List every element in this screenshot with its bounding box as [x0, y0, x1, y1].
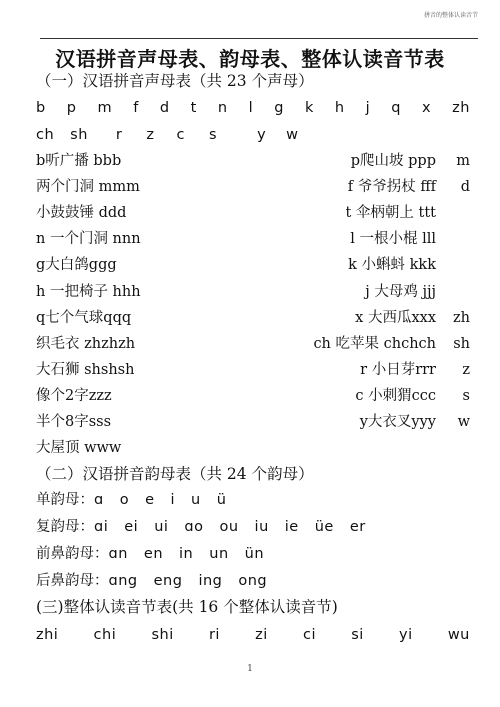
mnemonic-right: w	[457, 414, 470, 430]
mnemonic-row	[36, 385, 470, 407]
syllable-item: ri	[208, 627, 220, 643]
final-item: ɑng	[108, 573, 138, 589]
initial-item: c	[176, 127, 185, 143]
initial-item: s	[209, 127, 218, 143]
initial-item: p	[66, 100, 77, 116]
mnemonic-right	[450, 254, 470, 276]
syllables-row	[36, 624, 470, 646]
final-item: ong	[238, 573, 268, 589]
final-item: er	[349, 519, 366, 535]
mnemonic-middle: p爬山坡 ppp	[350, 153, 436, 169]
initial-item: y	[257, 127, 267, 143]
initial-item: x	[422, 100, 432, 116]
finals-row	[36, 489, 470, 511]
syllable-item: zi	[255, 627, 268, 643]
final-item: ui	[154, 519, 169, 535]
page-number: 1	[247, 664, 253, 674]
syllable-item: si	[351, 627, 364, 643]
mnemonic-last: 大屋顶 www	[36, 440, 122, 456]
final-item: ün	[244, 546, 265, 562]
mnemonic-left: q七个气球qqq	[36, 309, 132, 326]
initial-item: t	[190, 100, 197, 116]
mnemonic-left: g大白鸽ggg	[36, 257, 117, 274]
page-title: 汉语拼音声母表、韵母表、整体认读音节表	[55, 47, 445, 71]
mnemonic-row	[36, 176, 470, 198]
initial-item: d	[159, 100, 170, 116]
mnemonic-row	[36, 359, 470, 381]
syllable-item: chi	[93, 627, 117, 643]
mnemonic-right: m	[456, 153, 470, 169]
mnemonic-middle: f 爷爷拐杖 fff	[347, 179, 436, 196]
final-item: eng	[153, 573, 183, 589]
initials-row-2	[36, 124, 470, 146]
finals-label: 复韵母：	[36, 519, 94, 535]
finals-row	[36, 543, 470, 565]
initial-item: n	[217, 100, 228, 116]
mnemonic-left: 两个门洞 mmm	[36, 179, 140, 196]
mnemonic-row	[36, 150, 470, 172]
syllable-item: wu	[447, 627, 470, 643]
section-syllables-heading: (三)整体认读音节表(共 16 个整体认读音节)	[36, 598, 338, 616]
final-item: ou	[219, 519, 239, 535]
mnemonic-middle: ch 吃苹果 chchch	[313, 335, 436, 352]
finals-row	[36, 570, 470, 592]
mnemonic-right	[450, 228, 470, 250]
final-item: ɑn	[108, 546, 128, 562]
final-item: üe	[314, 519, 334, 535]
initial-item: f	[133, 100, 139, 116]
mnemonic-middle: x 大西瓜xxx	[355, 309, 436, 326]
syllable-item: ci	[302, 627, 316, 643]
initial-item: b	[36, 100, 46, 116]
final-item: in	[179, 546, 194, 562]
mnemonic-row	[36, 202, 470, 224]
mnemonic-left: b听广播 bbb	[36, 153, 122, 169]
mnemonic-row	[36, 411, 470, 433]
initial-item: h	[334, 100, 345, 116]
header-rule	[40, 38, 478, 39]
initial-item: q	[391, 100, 401, 116]
mnemonic-right: zh	[453, 309, 470, 326]
initial-item: w	[286, 127, 299, 143]
final-item: ing	[198, 573, 223, 589]
initial-item: sh	[70, 127, 88, 143]
mnemonic-left: h 一把椅子 hhh	[36, 283, 141, 300]
final-item: iu	[254, 519, 269, 535]
mnemonic-right: d	[460, 179, 470, 196]
mnemonic-left: n 一个门洞 nnn	[36, 231, 141, 248]
section-finals-heading: （二）汉语拼音韵母表（共 24 个韵母）	[36, 465, 314, 483]
mnemonic-row	[36, 228, 470, 250]
final-item: un	[209, 546, 229, 562]
initials-row-1	[36, 97, 470, 119]
final-item: ɑ	[94, 492, 104, 508]
mnemonic-row	[36, 307, 470, 329]
initial-item: zh	[452, 100, 470, 116]
finals-label: 后鼻韵母：	[36, 573, 109, 589]
final-item: en	[143, 546, 164, 562]
initial-item: r	[115, 127, 123, 143]
initial-item: m	[97, 100, 113, 116]
final-item: e	[145, 492, 155, 508]
header-tag: 拼音的整体认读音节	[423, 12, 478, 19]
final-item: ü	[216, 492, 227, 508]
syllable-item: yi	[399, 627, 413, 643]
section-initials-heading: （一）汉语拼音声母表（共 23 个声母）	[36, 72, 314, 90]
final-item: ɑi	[94, 519, 109, 535]
mnemonic-right	[450, 202, 470, 224]
initial-item: ch	[36, 127, 55, 143]
final-item: o	[119, 492, 130, 508]
final-item: ie	[284, 519, 299, 535]
syllable-item: zhi	[36, 627, 59, 643]
mnemonic-right: s	[462, 387, 470, 404]
mnemonic-middle: j 大母鸡 jjj	[365, 283, 436, 300]
mnemonic-middle: t 伞柄朝上 ttt	[345, 205, 436, 222]
mnemonic-middle: r 小日芽rrr	[360, 361, 436, 378]
mnemonic-middle: k 小蝌蚪 kkk	[348, 257, 436, 274]
mnemonic-left: 像个2字zzz	[36, 387, 112, 404]
mnemonic-right: z	[462, 361, 470, 378]
mnemonic-left: 织毛衣 zhzhzh	[36, 335, 136, 352]
mnemonic-row	[36, 281, 470, 303]
initial-item: j	[365, 100, 371, 116]
initial-item: g	[274, 100, 284, 116]
mnemonic-left: 半个8字sss	[36, 414, 112, 430]
mnemonic-right: sh	[453, 335, 470, 352]
finals-label: 单韵母：	[36, 492, 94, 508]
finals-row	[36, 516, 470, 538]
mnemonic-right	[450, 281, 470, 303]
initial-item: l	[248, 100, 254, 116]
final-item: u	[191, 492, 201, 508]
mnemonic-middle: y大衣叉yyy	[359, 414, 436, 430]
mnemonic-row	[36, 254, 470, 276]
mnemonic-middle: c 小刺猬ccc	[355, 387, 436, 404]
final-item: i	[170, 492, 176, 508]
final-item: ɑo	[184, 519, 204, 535]
final-item: ei	[124, 519, 139, 535]
initial-item: z	[146, 127, 155, 143]
mnemonic-left: 小鼓鼓锤 ddd	[36, 205, 127, 222]
initial-item: k	[304, 100, 314, 116]
mnemonic-middle: l 一根小棍 lll	[350, 231, 436, 248]
syllable-item: shi	[151, 627, 174, 643]
finals-label: 前鼻韵母：	[36, 546, 109, 562]
mnemonic-left: 大石狮 shshsh	[36, 361, 135, 378]
mnemonic-row	[36, 333, 470, 355]
